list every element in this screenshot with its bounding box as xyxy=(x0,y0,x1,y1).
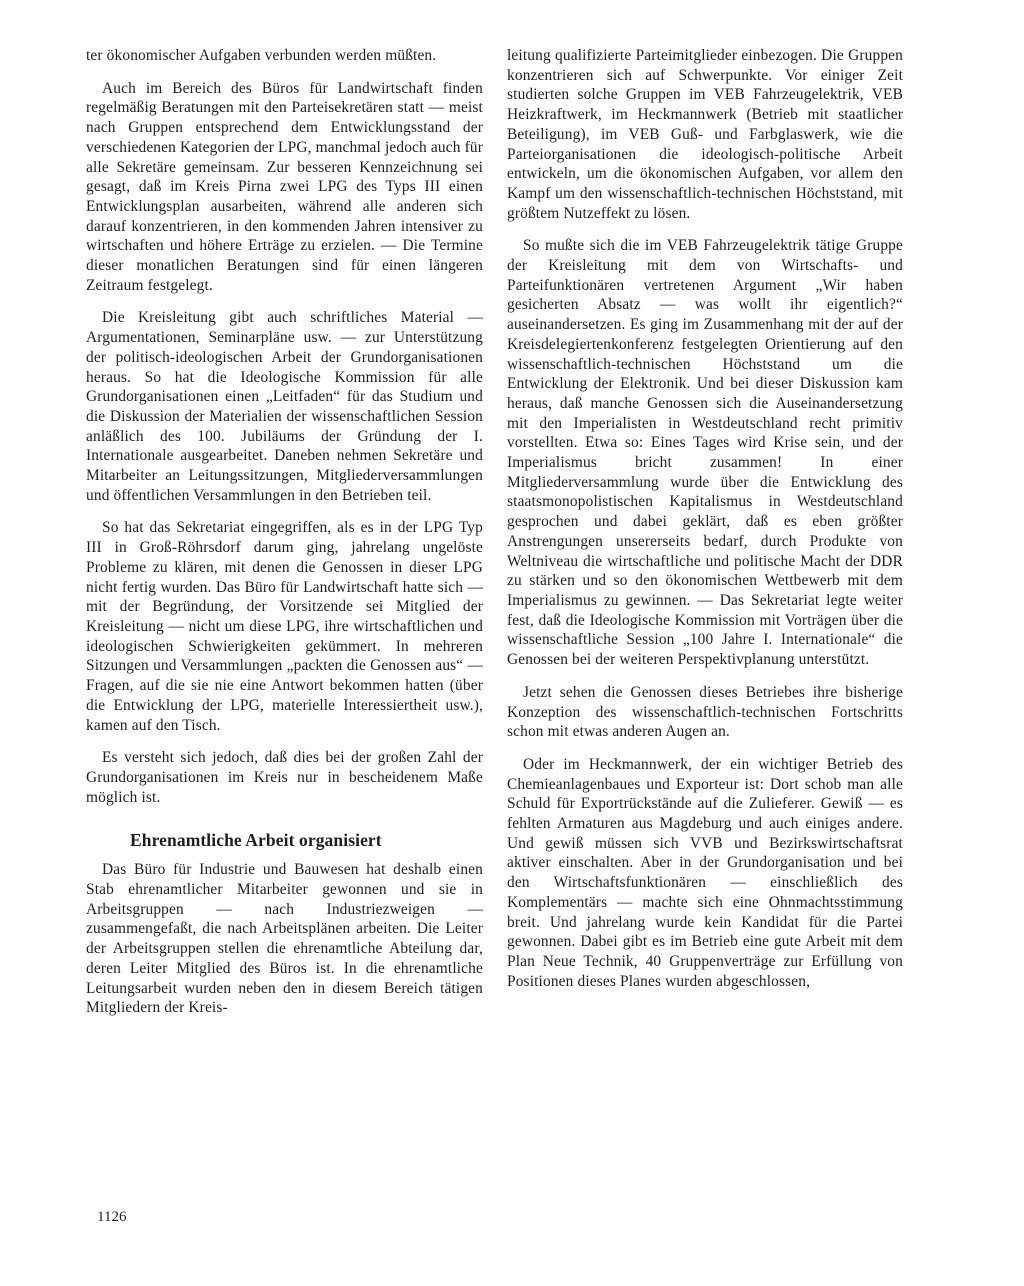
paragraph: leitung qualifizierte Parteimitglieder einbezogen. Die Gruppen konzentrieren sich auf Schwerpunkte. Vor einiger Zeit studierten solche Gruppen im VEB Fahrzeugelektrik, VEB Heizkraftwerk, im Heckmannwerk (Betrieb mit staatlicher Beteiligung), im VEB Guß- und Farbglaswerk, wie die Parteiorganisationen die ideologisch-politische Arbeit entwickeln, um die ökonomischen Aufgaben, vor allem den Kampf um den wissenschaftlich-technischen Höchststand, mit größtem Nutzeffekt zu lösen. xyxy=(507,47,903,222)
paragraph: Oder im Heckmannwerk, der ein wichtiger Betrieb des Chemieanlagenbaues und Exporteur ist: Dort schob man alle Schuld für Exportrückstände auf die Zulieferer. Gewiß — es fehlten Armaturen aus Magdeburg und auch einiges andere. Und gewiß müssen sich VVB und Bezirkswirtschaftsrat aktiver einschalten. Aber in der Grundorganisation und bei den Wirtschaftsfunktionären — einschließlich des Komplementärs — machte sich eine Ohnmachtsstimmung breit. Und jahrelang wurde kein Kandidat für die Partei gewonnen. Dabei gibt es im Betrieb eine gute Arbeit mit dem Plan Neue Technik, 40 Gruppenverträge zur Erfüllung von Positionen dieses Planes wurden abgeschlossen, xyxy=(507,755,903,990)
paragraph: Die Kreisleitung gibt auch schriftliches Material — Argumentationen, Seminarpläne usw. — zur Unterstützung der politisch-ideologischen Arbeit der Grundorganisationen heraus. So hat die Ideologische Kommission für alle Grundorganisationen einen „Leitfaden“ für das Studium und die Diskussion der Materialien der wissenschaftlichen Session anläßlich des 100. Jubiläums der Gründung der I. Internationale ausgearbeitet. Daneben nehmen Sekretäre und Mitarbeiter an Leitungssitzungen, Mitgliederversammlungen und öffentlichen Versammlungen in den Betrieben teil. xyxy=(86,309,483,504)
paragraph: ter ökonomischer Aufgaben verbunden werden müßten. xyxy=(86,47,437,64)
paragraph: So mußte sich die im VEB Fahrzeugelektrik tätige Gruppe der Kreisleitung mit dem von Wirtschafts- und Parteifunktionären vertretenen Argument „Wir haben gesicherten Absatz — was wollt ihr eigentlich?“ auseinandersetzen. Es ging im Zusammenhang mit der auf der Kreisdelegiertenkonferenz festgelegten Orientierung auf den wissenschaftlich-technischen Höchststand um die Entwicklung der Elektronik. Und bei dieser Diskussion kam heraus, daß manche Genossen sich die Auseinandersetzung mit den Imperialisten in Westdeutschland recht primitiv vorstellten. Etwa so: Eines Tages wird Krise sein, und der Imperialismus bricht zusammen! In einer Mitgliederversammlung wurde über die Entwicklung des staatsmonopolistischen Kapitalismus in Westdeutschland gesprochen und dabei geklärt, daß es eben größter Anstrengungen unsererseits bedarf, durch Produkte von Weltniveau die wirtschaftliche und politische Macht der DDR zu stärken und so den ökonomischen Wettbewerb mit dem Imperialismus zu gewinnen. — Das Sekretariat legte weiter fest, daß die Ideologische Kommission mit Vorträgen über die wissenschaftliche Session „100 Jahre I. Internationale“ die Genossen bei der weiteren Perspektivplanung unterstützt. xyxy=(507,237,903,669)
page-number: 1126 xyxy=(97,1209,127,1225)
left-column xyxy=(86,46,483,1031)
paragraph: Jetzt sehen die Genossen dieses Betriebes ihre bisherige Konzeption des wissenschaftlich-technischen Fortschritts schon mit etwas anderen Augen an. xyxy=(507,683,903,741)
right-column xyxy=(507,46,903,1004)
section-heading: Ehrenamtliche Arbeit organisiert xyxy=(130,830,382,851)
paragraph: Auch im Bereich des Büros für Landwirtschaft finden regelmäßig Beratungen mit den Parteisekretären statt — meist nach Gruppen entsprechend dem Entwicklungsstand der verschiedenen Kategorien der LPG, manchmal jedoch auch für alle Sekretäre gemeinsam. Zur besseren Kennzeichnung sei gesagt, daß im Kreis Pirna zwei LPG des Typs III einen Entwicklungsplan ausarbeiten, während alle anderen sich darauf konzentrieren, in den kommenden Jahren intensiver zu wirtschaften und höhere Erträge zu erzielen. — Die Termine dieser monatlichen Beratungen sind für einen längeren Zeitraum festgelegt. xyxy=(86,79,483,294)
paragraph: So hat das Sekretariat eingegriffen, als es in der LPG Typ III in Groß-Röhrsdorf darum ging, jahrelang ungelöste Probleme zu klären, mit denen die Genossen in dieser LPG nicht fertig wurden. Das Büro für Landwirtschaft hatte sich — mit der Begründung, der Vorsitzende sei Mitglied der Kreisleitung — nicht um diese LPG, ihre wirtschaftlichen und ideologischen Schwierigkeiten gekümmert. In mehreren Sitzungen und Versammlungen „packten die Genossen aus“ — Fragen, auf die sie nie eine Antwort bekommen hatten (über die Entwicklung der LPG, materielle Interessiertheit usw.), kamen auf den Tisch. xyxy=(86,519,483,734)
paragraph: Es versteht sich jedoch, daß dies bei der großen Zahl der Grundorganisationen im Kreis nur in bescheidenem Maße möglich ist. xyxy=(86,749,483,806)
paragraph: Das Büro für Industrie und Bauwesen hat deshalb einen Stab ehrenamtlicher Mitarbeiter gewonnen und sie in Arbeitsgruppen — nach Industriezweigen — zusammengefaßt, die nach Arbeitsplänen arbeiten. Die Leiter der Arbeitsgruppen stellen die ehrenamtliche Abteilung dar, deren Leiter Mitglied des Büros ist. In die ehrenamtliche Leitungsarbeit wurden neben den in diesem Bereich tätigen Mitgliedern der Kreis- xyxy=(86,861,483,1017)
